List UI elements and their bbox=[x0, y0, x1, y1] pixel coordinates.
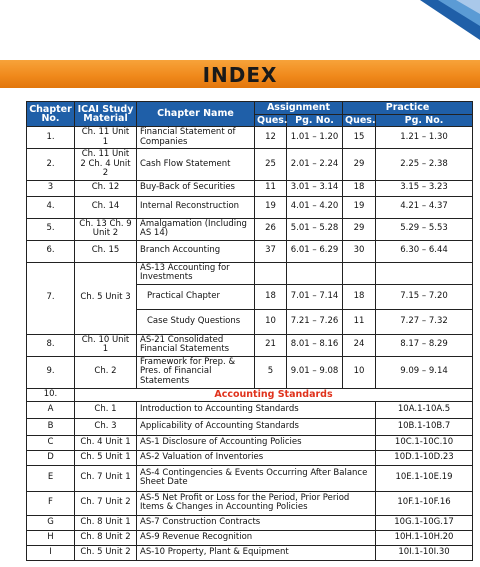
practice-ques: 11 bbox=[343, 309, 376, 334]
practice-pages: 9.09 – 9.14 bbox=[376, 356, 473, 388]
practice-pages: 3.15 – 3.23 bbox=[376, 180, 473, 196]
section-title: Accounting Standards bbox=[75, 388, 473, 401]
table-row bbox=[27, 127, 473, 149]
assignment-ques: 37 bbox=[255, 240, 287, 262]
icai-material: Ch. 1 bbox=[75, 401, 137, 418]
icai-material: Ch. 4 Unit 1 bbox=[75, 435, 137, 450]
chapter-name: Branch Accounting bbox=[137, 240, 255, 262]
standard-name: Applicability of Accounting Standards bbox=[137, 418, 376, 435]
chapter-no: 4. bbox=[27, 196, 75, 218]
standard-letter: I bbox=[27, 545, 75, 560]
header-assignment-pg: Pg. No. bbox=[287, 114, 343, 127]
assignment-ques: 21 bbox=[255, 334, 287, 356]
chapter-no: 10. bbox=[27, 388, 75, 401]
standard-name: AS-10 Property, Plant & Equipment bbox=[137, 545, 376, 560]
assignment-ques: 25 bbox=[255, 149, 287, 181]
header-assignment: Assignment bbox=[255, 102, 343, 115]
table-row bbox=[27, 401, 473, 418]
sub-chapter-name: Case Study Questions bbox=[137, 309, 255, 334]
practice-ques: 29 bbox=[343, 218, 376, 240]
assignment-ques bbox=[255, 262, 287, 284]
chapter-no: 1. bbox=[27, 127, 75, 149]
practice-ques: 18 bbox=[343, 180, 376, 196]
table-row bbox=[27, 218, 473, 240]
chapter-name: Internal Reconstruction bbox=[137, 196, 255, 218]
header-practice-pg: Pg. No. bbox=[376, 114, 473, 127]
table-row bbox=[27, 334, 473, 356]
assignment-pages: 9.01 – 9.08 bbox=[287, 356, 343, 388]
table-row bbox=[27, 465, 473, 491]
practice-pages: 7.15 – 7.20 bbox=[376, 284, 473, 309]
table-row bbox=[27, 240, 473, 262]
table-row bbox=[27, 515, 473, 530]
icai-material: Ch. 5 Unit 3 bbox=[75, 262, 137, 334]
standard-pages: 10E.1-10E.19 bbox=[376, 465, 473, 491]
standard-name: AS-4 Contingencies & Events Occurring After Balance Sheet Date bbox=[137, 465, 376, 491]
assignment-pages: 8.01 – 8.16 bbox=[287, 334, 343, 356]
practice-pages: 1.21 – 1.30 bbox=[376, 127, 473, 149]
table-row bbox=[27, 435, 473, 450]
chapter-name: AS-21 Consolidated Financial Statements bbox=[137, 334, 255, 356]
practice-ques: 15 bbox=[343, 127, 376, 149]
index-table-body bbox=[27, 127, 473, 561]
icai-material: Ch. 8 Unit 2 bbox=[75, 530, 137, 545]
standard-letter: G bbox=[27, 515, 75, 530]
chapter-name: Cash Flow Statement bbox=[137, 149, 255, 181]
assignment-pages: 2.01 – 2.24 bbox=[287, 149, 343, 181]
standard-letter: C bbox=[27, 435, 75, 450]
standard-pages: 10C.1-10C.10 bbox=[376, 435, 473, 450]
icai-material: Ch. 2 bbox=[75, 356, 137, 388]
standard-pages: 10A.1-10A.5 bbox=[376, 401, 473, 418]
chapter-no: 6. bbox=[27, 240, 75, 262]
table-row bbox=[27, 491, 473, 515]
icai-material: Ch. 12 bbox=[75, 180, 137, 196]
assignment-ques: 5 bbox=[255, 356, 287, 388]
table-row bbox=[27, 196, 473, 218]
icai-material: Ch. 13 Ch. 9 Unit 2 bbox=[75, 218, 137, 240]
standard-name: AS-2 Valuation of Inventories bbox=[137, 450, 376, 465]
practice-pages: 2.25 – 2.38 bbox=[376, 149, 473, 181]
assignment-pages: 7.21 – 7.26 bbox=[287, 309, 343, 334]
assignment-ques: 11 bbox=[255, 180, 287, 196]
assignment-pages: 1.01 – 1.20 bbox=[287, 127, 343, 149]
assignment-ques: 10 bbox=[255, 309, 287, 334]
chapter-no: 9. bbox=[27, 356, 75, 388]
assignment-pages bbox=[287, 262, 343, 284]
table-row bbox=[27, 545, 473, 560]
standard-letter: E bbox=[27, 465, 75, 491]
icai-material: Ch. 7 Unit 2 bbox=[75, 491, 137, 515]
assignment-ques: 12 bbox=[255, 127, 287, 149]
chapter-name: Amalgamation (Including AS 14) bbox=[137, 218, 255, 240]
table-row bbox=[27, 418, 473, 435]
practice-ques: 24 bbox=[343, 334, 376, 356]
table-row bbox=[27, 450, 473, 465]
chapter-name: Financial Statement of Companies bbox=[137, 127, 255, 149]
assignment-ques: 19 bbox=[255, 196, 287, 218]
standard-letter: H bbox=[27, 530, 75, 545]
standard-name: AS-1 Disclosure of Accounting Policies bbox=[137, 435, 376, 450]
icai-material: Ch. 5 Unit 2 bbox=[75, 545, 137, 560]
assignment-ques: 18 bbox=[255, 284, 287, 309]
header-assignment-ques: Ques. bbox=[255, 114, 287, 127]
icai-material: Ch. 5 Unit 1 bbox=[75, 450, 137, 465]
chapter-name: Buy-Back of Securities bbox=[137, 180, 255, 196]
standard-pages: 10H.1-10H.20 bbox=[376, 530, 473, 545]
practice-pages: 7.27 – 7.32 bbox=[376, 309, 473, 334]
standard-pages: 10D.1-10D.23 bbox=[376, 450, 473, 465]
page-title: INDEX bbox=[202, 63, 278, 87]
standard-pages: 10I.1-10I.30 bbox=[376, 545, 473, 560]
header-practice: Practice bbox=[343, 102, 473, 115]
assignment-pages: 6.01 – 6.29 bbox=[287, 240, 343, 262]
icai-material: Ch. 7 Unit 1 bbox=[75, 465, 137, 491]
practice-ques: 30 bbox=[343, 240, 376, 262]
chapter-no: 7. bbox=[27, 262, 75, 334]
table-row bbox=[27, 262, 473, 284]
practice-pages: 6.30 – 6.44 bbox=[376, 240, 473, 262]
practice-ques: 19 bbox=[343, 196, 376, 218]
table-row bbox=[27, 149, 473, 181]
icai-material: Ch. 8 Unit 1 bbox=[75, 515, 137, 530]
standard-letter: B bbox=[27, 418, 75, 435]
table-row bbox=[27, 356, 473, 388]
chapter-name: Framework for Prep. & Pres. of Financial Statements bbox=[137, 356, 255, 388]
index-table bbox=[26, 101, 473, 561]
practice-ques bbox=[343, 262, 376, 284]
header-practice-ques: Ques. bbox=[343, 114, 376, 127]
practice-ques: 29 bbox=[343, 149, 376, 181]
icai-material: Ch. 15 bbox=[75, 240, 137, 262]
table-row bbox=[27, 530, 473, 545]
table-row bbox=[27, 180, 473, 196]
practice-pages bbox=[376, 262, 473, 284]
chapter-no: 3 bbox=[27, 180, 75, 196]
standard-name: Introduction to Accounting Standards bbox=[137, 401, 376, 418]
standard-name: AS-7 Construction Contracts bbox=[137, 515, 376, 530]
chapter-no: 2. bbox=[27, 149, 75, 181]
practice-ques: 10 bbox=[343, 356, 376, 388]
sub-chapter-name: Practical Chapter bbox=[137, 284, 255, 309]
icai-material: Ch. 10 Unit 1 bbox=[75, 334, 137, 356]
table-row-section bbox=[27, 388, 473, 401]
icai-material: Ch. 14 bbox=[75, 196, 137, 218]
header-chapter-no: Chapter No. bbox=[27, 102, 75, 127]
assignment-pages: 4.01 – 4.20 bbox=[287, 196, 343, 218]
standard-pages: 10B.1-10B.7 bbox=[376, 418, 473, 435]
assignment-pages: 5.01 – 5.28 bbox=[287, 218, 343, 240]
standard-letter: F bbox=[27, 491, 75, 515]
icai-material: Ch. 11 Unit 2 Ch. 4 Unit 2 bbox=[75, 149, 137, 181]
assignment-pages: 7.01 – 7.14 bbox=[287, 284, 343, 309]
practice-pages: 5.29 – 5.53 bbox=[376, 218, 473, 240]
chapter-name: AS-13 Accounting for Investments bbox=[137, 262, 255, 284]
standard-letter: D bbox=[27, 450, 75, 465]
icai-material: Ch. 3 bbox=[75, 418, 137, 435]
header-icai-material: ICAI Study Material bbox=[75, 102, 137, 127]
practice-pages: 8.17 – 8.29 bbox=[376, 334, 473, 356]
standard-name: AS-9 Revenue Recognition bbox=[137, 530, 376, 545]
assignment-pages: 3.01 – 3.14 bbox=[287, 180, 343, 196]
header-chapter-name: Chapter Name bbox=[137, 102, 255, 127]
standard-pages: 10G.1-10G.17 bbox=[376, 515, 473, 530]
assignment-ques: 26 bbox=[255, 218, 287, 240]
corner-decoration bbox=[390, 0, 480, 40]
chapter-no: 8. bbox=[27, 334, 75, 356]
practice-pages: 4.21 – 4.37 bbox=[376, 196, 473, 218]
standard-pages: 10F.1-10F.16 bbox=[376, 491, 473, 515]
standard-name: AS-5 Net Profit or Loss for the Period, Prior Period Items & Changes in Accounting Policies bbox=[137, 491, 376, 515]
practice-ques: 18 bbox=[343, 284, 376, 309]
standard-letter: A bbox=[27, 401, 75, 418]
icai-material: Ch. 11 Unit 1 bbox=[75, 127, 137, 149]
chapter-no: 5. bbox=[27, 218, 75, 240]
